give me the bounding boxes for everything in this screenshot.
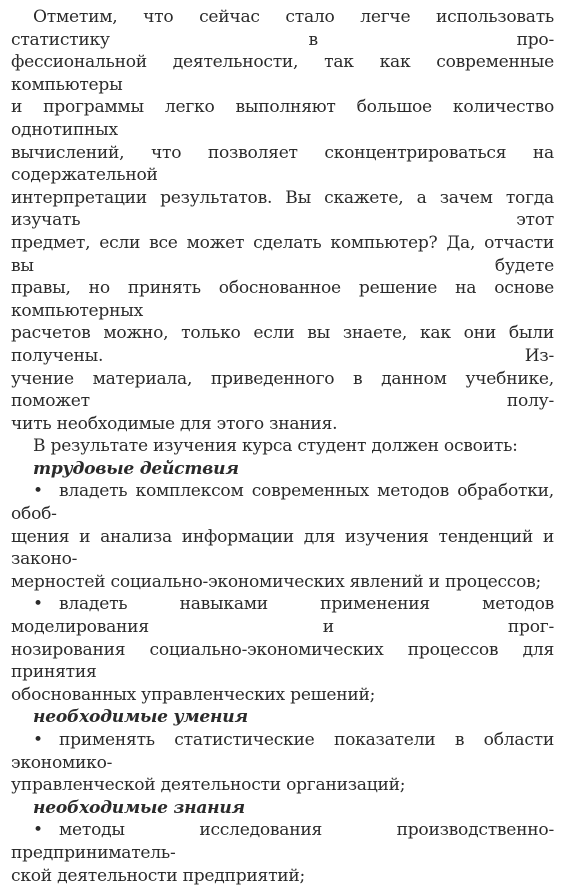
bullet-line: управленческой деятельности организаций; [11, 775, 406, 796]
bullet-text: применять статистические показатели в области экономико- [11, 730, 554, 773]
text-line: правы, но принять обоснованное решение на основе компьютерных [11, 278, 554, 321]
text-line: предмет, если все может сделать компьютер? Да, отчасти вы будете [11, 232, 554, 276]
lead-paragraph [11, 435, 554, 458]
bullet-line [11, 819, 554, 864]
text-line: вычислений, что позволяет сконцентрироваться на содержательной [11, 142, 554, 186]
bullet-item [11, 729, 554, 797]
text-line: учение материала, приведенного в данном учебнике, поможет полу- [11, 368, 554, 412]
text-line: Отметим, что сейчас стало легче использовать статистику в про- [11, 7, 554, 50]
text-line: чить необходимые для этого знания. [11, 413, 338, 434]
bullet-line [11, 480, 554, 525]
bullet-line: нозирования социально-экономических процессов для принятия [11, 639, 554, 683]
intro-paragraph [11, 6, 554, 435]
bullet-icon: • [33, 594, 43, 615]
section-heading-required-knowledge: необходимые знания [33, 797, 245, 818]
bullet-item [11, 819, 554, 887]
bullet-item [11, 480, 554, 593]
section-heading-labor-actions: трудовые действия [33, 458, 239, 479]
bullet-icon: • [33, 481, 43, 502]
bullet-line: мерностей социально-экономических явлений и процессов; [11, 571, 542, 592]
text-line: и программы легко выполняют большое количество однотипных [11, 97, 554, 140]
bullet-icon: • [33, 730, 43, 750]
bullet-text: владеть навыками применения методов моделирования и прог- [11, 594, 554, 638]
lead-text: В результате изучения курса студент должен освоить: [33, 436, 518, 457]
text-line: расчетов можно, только если вы знаете, как они были получены. Из- [11, 323, 554, 366]
bullet-item [11, 593, 554, 706]
bullet-line [11, 729, 554, 774]
bullet-line [11, 593, 554, 638]
bullet-line: обоснованных управленческих решений; [11, 684, 376, 705]
text-line: фессиональной деятельности, так как современные компьютеры [11, 52, 554, 95]
bullet-text: методы исследования производственно-предприниматель- [11, 820, 554, 863]
bullet-icon: • [33, 820, 43, 841]
bullet-line: ской деятельности предприятий; [11, 865, 306, 886]
bullet-line: щения и анализа информации для изучения тенденций и законо- [11, 526, 554, 570]
bullet-text: владеть комплексом современных методов обработки, обоб- [11, 481, 554, 525]
section-heading-required-skills: необходимые умения [33, 707, 248, 728]
text-line: интерпретации результатов. Вы скажете, а зачем тогда изучать этот [11, 187, 554, 231]
